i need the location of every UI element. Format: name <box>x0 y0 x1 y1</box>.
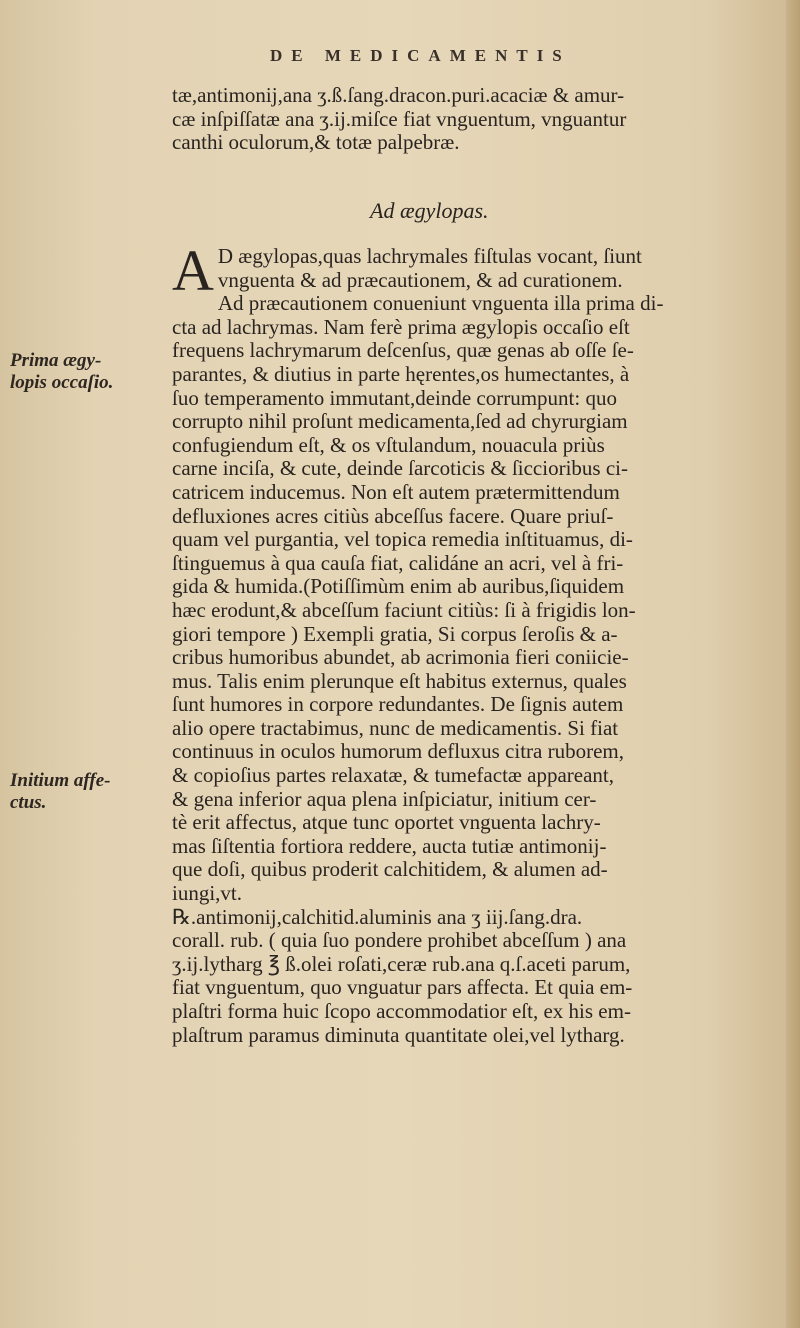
top-text-block <box>172 84 792 155</box>
text-line: plaſtrum paramus diminuta quantitate olei,vel lytharg. <box>172 1022 625 1047</box>
text-line: fiat vnguentum, quo vnguatur pars affecta. Et quia em- <box>172 975 633 1000</box>
text-line: D ægylopas,quas lachrymales fiſtulas vocant, ſiunt <box>217 244 642 268</box>
text-line: vnguenta & ad præcautionem, & ad curationem. <box>217 267 623 292</box>
text-line: mas ſiſtentia fortiora reddere, aucta tutiæ antimonij- <box>172 833 607 858</box>
text-line: parantes, & diutius in parte hęrentes,os humectantes, à <box>172 361 630 386</box>
text-line: defluxiones acres citiùs abceſſus facere. Quare priuſ- <box>172 503 614 528</box>
text-line: continuus in oculos humorum defluxus citra ruborem, <box>172 739 625 764</box>
text-line: plaſtri forma huic ſcopo accommodatior eſt, ex his em- <box>172 999 631 1023</box>
text-line: ſtinguemus à qua cauſa fiat, calidáne an acri, vel à fri- <box>172 550 624 575</box>
margin-note-line: lopis occaſio. <box>10 372 114 393</box>
section-subtitle: Ad ægylopas. <box>370 198 489 223</box>
text-line: ſuo temperamento immutant,deinde corrumpunt: quo <box>172 385 617 410</box>
text-line: giori tempore ) Exempli gratia, Si corpus ſeroſis & a- <box>172 621 618 646</box>
text-line: ſunt humores in corpore redundantes. De ſignis autem <box>172 692 624 717</box>
text-line: ʒ.ij.lytharg ℥ ß.olei roſati,ceræ rub.ana q.ſ.aceti parum, <box>172 951 631 976</box>
text-line: & copioſius partes relaxatæ, & tumefactæ appareant, <box>172 763 615 788</box>
running-header: DE MEDICAMENTIS <box>270 46 571 65</box>
text-line: quam vel purgantia, vel topica remedia inſtituamus, di- <box>172 527 633 552</box>
text-line: tè erit affectus, atque tunc oportet vnguenta lachry- <box>172 810 601 835</box>
margin-note-line: Prima ægy- <box>10 350 102 371</box>
text-line: gida & humida.(Potiſſimùm enim ab auribus,ſiquidem <box>172 574 625 599</box>
text-line: que doſi, quibus proderit calchitidem, & alumen ad- <box>172 857 608 882</box>
text-line: confugiendum eſt, & os vſtulandum, nouacula priùs <box>172 432 605 457</box>
margin-note-initium <box>10 770 110 814</box>
text-line: mus. Talis enim plerunque eſt habitus externus, quales <box>172 668 627 693</box>
margin-note-line: Initium affe- <box>10 770 111 791</box>
text-line: tæ,antimonij,ana ʒ.ß.ſang.dracon.puri.acaciæ & amur- <box>172 83 625 107</box>
text-line: cæ inſpiſſatæ ana ʒ.ij.miſce fiat vnguentum, vnguantur <box>172 106 627 131</box>
text-line: carne inciſa, & cute, deinde ſarcoticis & ſiccioribus ci- <box>172 456 628 481</box>
text-line: catricem inducemus. Non eſt autem prætermittendum <box>172 479 620 504</box>
text-line: corrupto nihil proſunt medicamenta,ſed ad chyrurgiam <box>172 409 628 434</box>
text-line: corall. rub. ( quia ſuo pondere prohibet abceſſum ) ana <box>172 928 627 953</box>
main-text-block <box>172 238 792 1047</box>
text-line: ℞.antimonij,calchitid.aluminis ana ʒ iij.ſang.dra. <box>172 904 583 929</box>
text-line: Ad præcautionem conueniunt vnguenta illa prima di- <box>217 291 664 316</box>
margin-note-line: ctus. <box>10 792 47 813</box>
text-line: & gena inferior aqua plena inſpiciatur, initium cer- <box>172 786 597 811</box>
text-line: alio opere tractabimus, nunc de medicamentis. Si fiat <box>172 715 619 740</box>
text-line: cta ad lachrymas. Nam ferè prima ægylopis occaſio eſt <box>172 314 630 339</box>
text-line: hæc erodunt,& abceſſum faciunt citiùs: ſi à frigidis lon- <box>172 597 636 622</box>
margin-note-prima <box>10 350 113 394</box>
drop-capital: A <box>172 238 214 303</box>
text-line: frequens lachrymarum deſcenſus, quæ genas ab oſſe ſe- <box>172 338 634 363</box>
text-line: canthi oculorum,& totæ palpebræ. <box>172 130 460 155</box>
text-line: cribus humoribus abundet, ab acrimonia fieri coniicie- <box>172 645 629 670</box>
text-line: iungi,vt. <box>172 881 243 906</box>
